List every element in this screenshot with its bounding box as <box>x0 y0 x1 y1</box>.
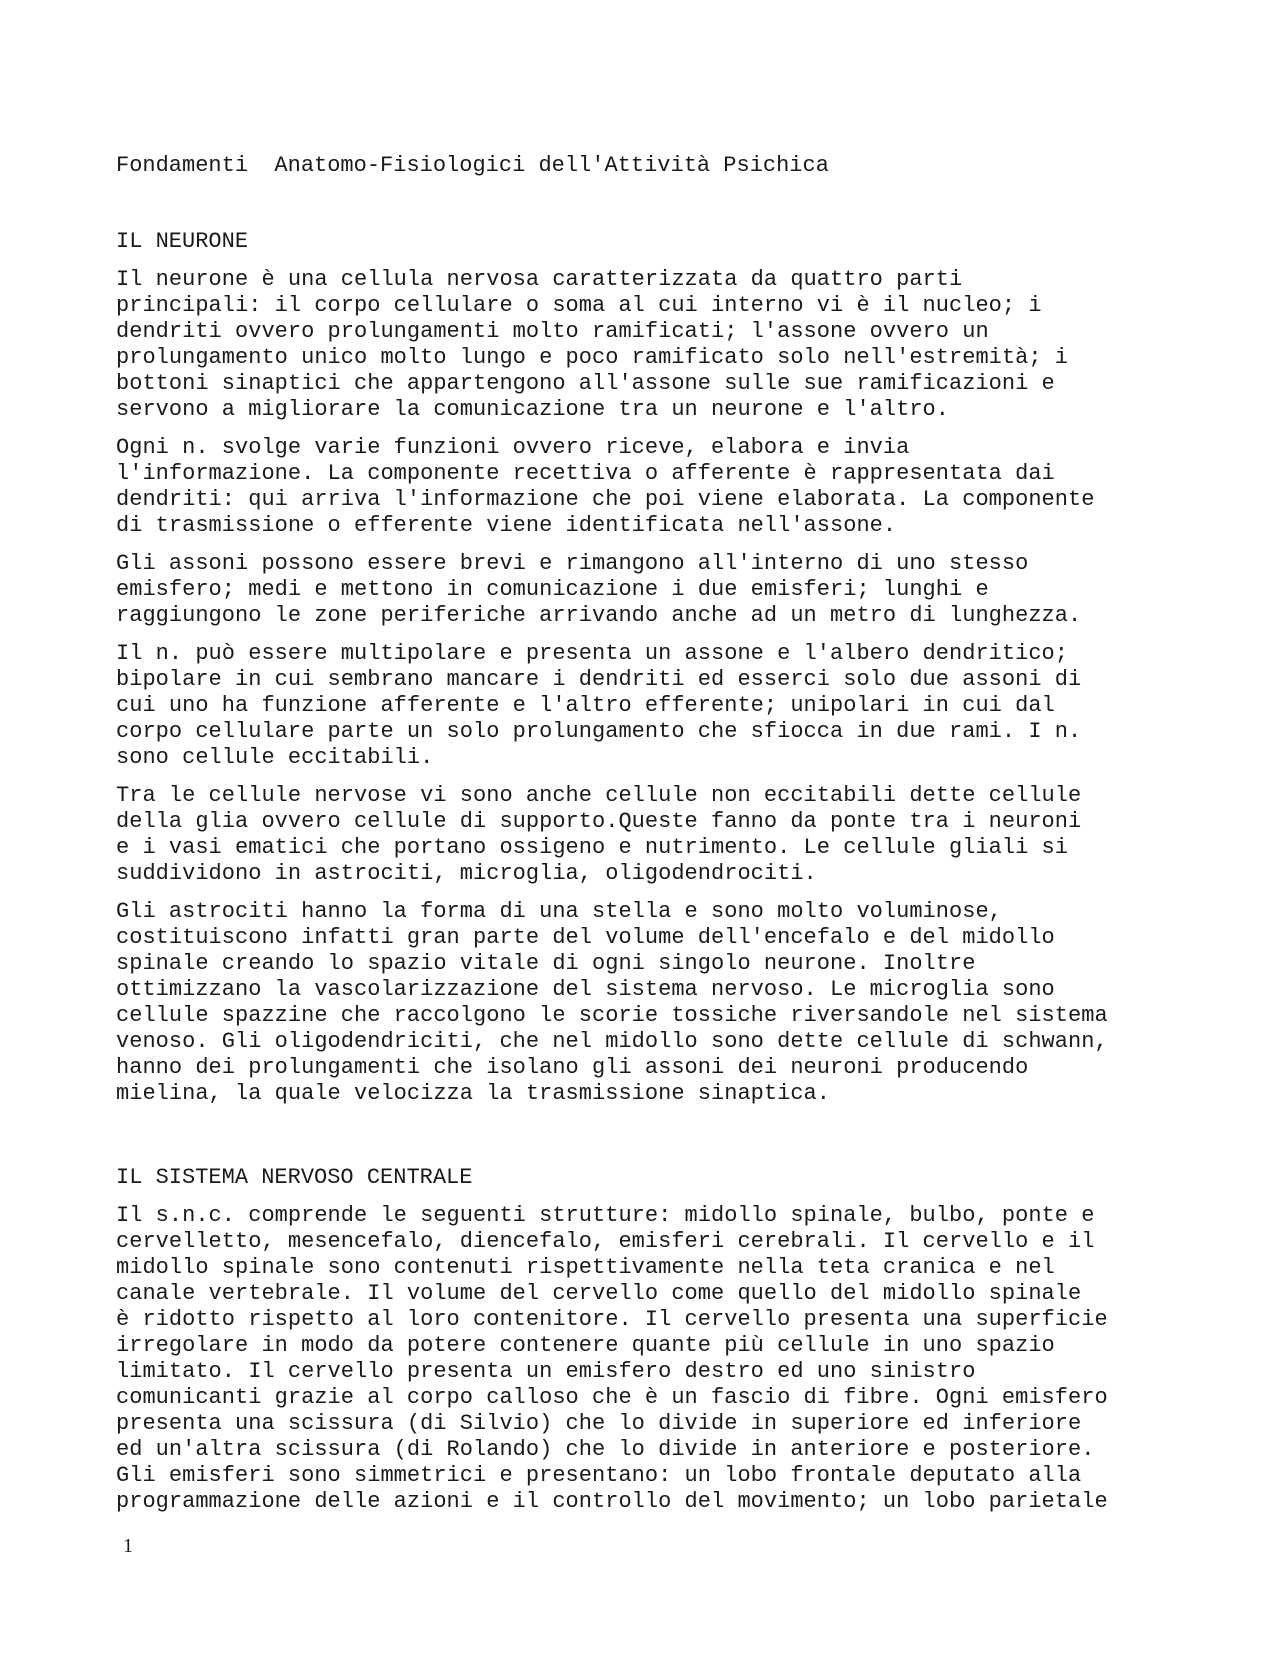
section-sistema-nervoso-centrale <box>116 1165 1176 1527</box>
section-heading: IL SISTEMA NERVOSO CENTRALE <box>116 1165 473 1190</box>
section-heading: IL NEURONE <box>116 229 249 254</box>
paragraph: Tra le cellule nervose vi sono anche cellule non eccitabili dette cellule della glia ovvero cellule di supporto.Queste fanno da ponte tra i neuroni e i vasi ematici che portano ossigeno e nutrimento. Le cellule gliali si suddividono in astrociti, microglia, oligodendrociti. <box>116 783 1082 886</box>
page-number: 1 <box>123 1535 133 1557</box>
paragraph: Il s.n.c. comprende le seguenti strutture: midollo spinale, bulbo, ponte e cervelletto, mesencefalo, diencefalo, emisferi cerebrali. Il cervello e il midollo spinale sono contenuti rispettivamente nella teta cranica e nel canale vertebrale. Il volume del cervello come quello del midollo spinale è ridotto rispetto al loro contenitore. Il cervello presenta una superficie irregolare in modo da potere contenere quante più cellule in uno spazio limitato. Il cervello presenta un emisfero destro ed uno sinistro comunicanti grazie al corpo calloso che è un fascio di fibre. Ogni emisfero presenta una scissura (di Silvio) che lo divide in superiore ed inferiore ed un'altra scissura (di Rolando) che lo divide in anteriore e posteriore. Gli emisferi sono simmetrici e presentano: un lobo frontale deputato alla programmazione delle azioni e il controllo del movimento; un lobo parietale <box>116 1203 1108 1514</box>
paragraph: Il neurone è una cellula nervosa caratterizzata da quattro parti principali: il corpo cellulare o soma al cui interno vi è il nucleo; i dendriti ovvero prolungamenti molto ramificati; l'assone ovvero un prolungamento unico molto lungo e poco ramificato solo nell'estremità; i bottoni sinaptici che appartengono all'assone sulle sue ramificazioni e servono a migliorare la comunicazione tra un neurone e l'altro. <box>116 267 1068 422</box>
paragraph: Il n. può essere multipolare e presenta un assone e l'albero dendritico; bipolare in cui sembrano mancare i dendriti ed esserci solo due assoni di cui uno ha funzione afferente e l'altro efferente; unipolari in cui dal corpo cellulare parte un solo prolungamento che sfiocca in due rami. I n. sono cellule eccitabili. <box>116 641 1082 770</box>
section-neurone <box>116 229 1176 1119</box>
paragraph: Gli astrociti hanno la forma di una stella e sono molto voluminose, costituiscono infatti gran parte del volume dell'encefalo e del midollo spinale creando lo spazio vitale di ogni singolo neurone. Inoltre ottimizzano la vascolarizzazione del sistema nervoso. Le microglia sono cellule spazzine che raccolgono le scorie tossiche riversandole nel sistema venoso. Gli oligodendriciti, che nel midollo sono dette cellule di schwann, hanno dei prolungamenti che isolano gli assoni dei neuroni producendo mielina, la quale velocizza la trasmissione sinaptica. <box>116 899 1108 1106</box>
paragraph: Ogni n. svolge varie funzioni ovvero riceve, elabora e invia l'informazione. La componente recettiva o afferente è rappresentata dai dendriti: qui arriva l'informazione che poi viene elaborata. La componente di trasmissione o efferente viene identificata nell'assone. <box>116 435 1095 538</box>
paragraph: Gli assoni possono essere brevi e rimangono all'interno di uno stesso emisfero; medi e mettono in comunicazione i due emisferi; lunghi e raggiungono le zone periferiche arrivando anche ad un metro di lunghezza. <box>116 551 1082 628</box>
document-title: Fondamenti Anatomo-Fisiologici dell'Attività Psichica <box>116 153 829 178</box>
